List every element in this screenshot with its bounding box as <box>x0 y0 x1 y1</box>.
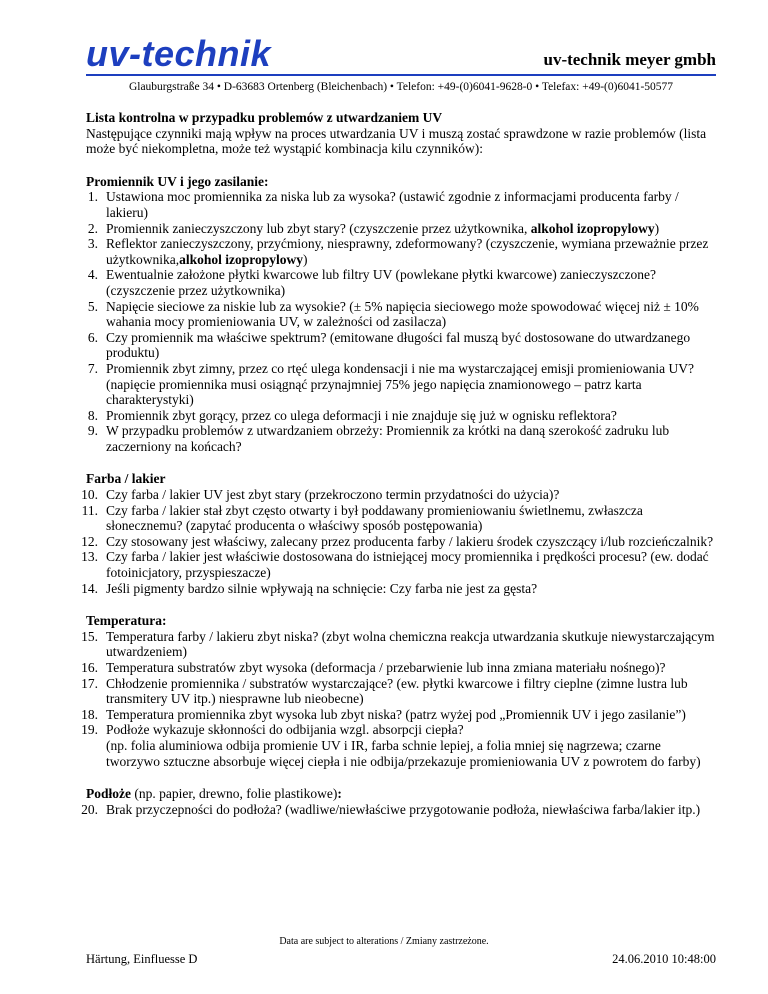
item-text: Podłoże wykazuje skłonności do odbijania wzgl. absorpcji ciepła? <box>106 722 464 738</box>
item-text: Napięcie sieciowe za niskie lub za wysokie? (± 5% napięcia sieciowego może spowodować więcej niż ± 10% wahania mocy promieniowania UV, w zależności od zasilacza) <box>106 298 699 330</box>
item-number: 17. <box>81 675 98 691</box>
checklist-ink <box>81 487 716 596</box>
item-number: 20. <box>81 801 98 817</box>
item-text: Czy farba / lakier UV jest zbyt stary (przekroczono termin przydatności do użycia)? <box>106 487 560 503</box>
list-item <box>86 267 716 298</box>
list-item <box>81 660 716 676</box>
list-item <box>81 502 716 534</box>
section-heading-uv-lamp: Promiennik UV i jego zasilanie: <box>86 173 269 189</box>
item-number: 15. <box>81 628 98 644</box>
section-heading-temperature: Temperatura: <box>86 613 167 629</box>
item-text: W przypadku problemów z utwardzaniem obrzeży: Promiennik za krótki na daną szerokość zadruku lub zaczerniony na końcach? <box>106 423 670 454</box>
list-item <box>86 423 716 454</box>
list-item <box>86 408 716 424</box>
item-number: 18. <box>81 706 98 722</box>
item-text: Promiennik zbyt zimny, przez co rtęć ulega kondensacji i nie ma wystarczającej emisji promieniowania UV? <box>106 360 695 376</box>
list-item <box>86 299 716 330</box>
section-heading-substrate <box>86 786 716 802</box>
item-text: Ewentualnie założone płytki kwarcowe lub filtry UV (powlekane płytki kwarcowe) zanieczyszczone? (czyszczenie przez użytkownika) <box>106 267 657 298</box>
item-text: Promiennik zanieczyszczony lub zbyt stary? (czyszczenie przez użytkownika, <box>106 220 531 236</box>
list-item <box>81 722 716 769</box>
item-number: 3. <box>87 236 98 252</box>
list-item <box>86 221 716 237</box>
item-number: 13. <box>81 549 98 565</box>
checklist-temperature <box>81 628 716 769</box>
company-name: uv-technik meyer gmbh <box>543 50 716 69</box>
item-number: 19. <box>81 722 98 738</box>
item-text: Czy farba / lakier jest właściwie dostosowana do istniejącej mocy promiennika i prędkości procesu? (ew. dodać fotoinicjatory, przyspieszacze) <box>106 549 709 581</box>
checklist-substrate <box>81 801 716 818</box>
document-title: Lista kontrolna w przypadku problemów z utwardzaniem UV <box>86 110 443 125</box>
list-item <box>81 580 716 597</box>
list-item <box>81 706 716 723</box>
item-text-bold: alkohol izopropylowy <box>179 251 304 267</box>
item-number: 16. <box>81 660 98 675</box>
item-text: Jeśli pigmenty bardzo silnie wpływają na schnięcie: Czy farba nie jest za gęsta? <box>106 580 538 596</box>
item-text-extra: (np. folia aluminiowa odbija promienie UV i IR, farba schnie lepiej, a folia mniej się nagrzewa; czarne tworzywo sztuczne absorbuje więcej ciepła i nie odbija/przekazuje promieniowania UV z powrotem do farby) <box>106 737 701 769</box>
list-item <box>86 361 716 408</box>
list-item <box>81 533 716 550</box>
list-item <box>86 236 716 267</box>
item-number: 11. <box>81 502 98 518</box>
item-number: 14. <box>81 580 98 596</box>
company-logo: uv-technik <box>86 33 272 74</box>
document-intro: Następujące czynniki mają wpływ na proces utwardzania UV i muszą zostać sprawdzone w razie problemów (lista może być niekompletna, może też wystąpić kombinacja kilu czynników): <box>86 125 707 157</box>
item-text-bold: alkohol izopropylowy <box>530 220 655 236</box>
item-text: Ustawiona moc promiennika za niska lub za wysoka? (ustawić zgodnie z informacjami producenta farby / lakieru) <box>106 189 679 220</box>
section-heading-substrate-bold: Podłoże <box>86 786 131 802</box>
list-item <box>81 549 716 581</box>
list-item <box>81 675 716 707</box>
item-number: 6. <box>87 329 98 345</box>
item-text: Promiennik zbyt gorący, przez co ulega deformacji i nie znajduje się już w ognisku reflektora? <box>106 407 617 423</box>
item-text: Temperatura substratów zbyt wysoka (deformacja / przebarwienie lub inna zmiana materiału nośnego)? <box>106 660 666 675</box>
section-heading-substrate-colon: : <box>337 786 342 802</box>
document-body <box>81 110 716 817</box>
company-address: Glauburgstraße 34 • D-63683 Ortenberg (Bleichenbach) • Telefon: +49-(0)6041-9628-0 • Telefax: +49-(0)6041-50577 <box>128 81 674 93</box>
list-item <box>81 487 716 503</box>
item-text: Brak przyczepności do podłoża? (wadliwe/niewłaściwe przygotowanie podłoża, niewłaściwa farba/lakier itp.) <box>106 801 701 817</box>
item-number: 12. <box>81 533 98 549</box>
item-number: 1. <box>87 189 98 205</box>
item-number: 2. <box>87 220 98 236</box>
checklist-uv-lamp <box>86 189 716 454</box>
item-text-extra: (napięcie promiennika musi osiągnąć przynajmniej 75% jego napięcia znamionowego – patrz karta charakterystyki) <box>106 376 642 408</box>
item-number: 8. <box>87 407 98 423</box>
item-text: Temperatura promiennika zbyt wysoka lub zbyt niska? (patrz wyżej pod „Promiennik UV i jego zasilanie”) <box>106 706 686 722</box>
item-number: 5. <box>87 298 98 314</box>
footer-document-id: Härtung, Einfluesse D <box>86 952 198 966</box>
item-number: 4. <box>87 267 98 283</box>
list-item <box>81 628 716 660</box>
item-text: Temperatura farby / lakieru zbyt niska? (zbyt wolna chemiczna reakcja utwardzania skutkuje niewystarczającym utwardzeniem) <box>106 628 715 660</box>
header-divider <box>86 74 716 76</box>
footer-note: Data are subject to alterations / Zmiany zastrzeżone. <box>279 936 489 947</box>
list-item <box>86 189 716 220</box>
item-number: 10. <box>81 487 98 503</box>
list-item <box>81 801 716 818</box>
item-text-end: ) <box>654 220 660 236</box>
footer-timestamp: 24.06.2010 10:48:00 <box>612 952 716 966</box>
item-text: Chłodzenie promiennika / substratów wystarczające? (ew. płytki kwarcowe i filtry cieplne (zimne lustra lub transmitery UV itp.) niesprawne lub nieobecne) <box>106 675 688 707</box>
list-item <box>86 330 716 361</box>
item-number: 9. <box>87 423 98 439</box>
item-text: Czy stosowany jest właściwy, zalecany przez producenta farby / lakieru środek czyszczący i/lub rozcieńczalnik? <box>106 533 714 549</box>
item-number: 7. <box>87 360 98 376</box>
item-text: Czy promiennik ma właściwe spektrum? (emitowane długości fal muszą być dostosowane do utwardzanego produktu) <box>106 329 691 361</box>
item-text: Reflektor zanieczyszczony, przyćmiony, niesprawny, zdeformowany? (czyszczenie, wymiana przeważnie przez użytkownika, <box>106 236 709 267</box>
item-text: Czy farba / lakier stał zbyt często otwarty i był poddawany promieniowaniu świetlnemu, zwłaszcza słonecznemu? (zapytać producenta o właściwy sposób postępowania) <box>106 502 643 534</box>
section-heading-ink: Farba / lakier <box>86 471 166 487</box>
item-text-end: ) <box>303 251 308 267</box>
section-heading-substrate-rest: (np. papier, drewno, folie plastikowe) <box>131 786 338 802</box>
